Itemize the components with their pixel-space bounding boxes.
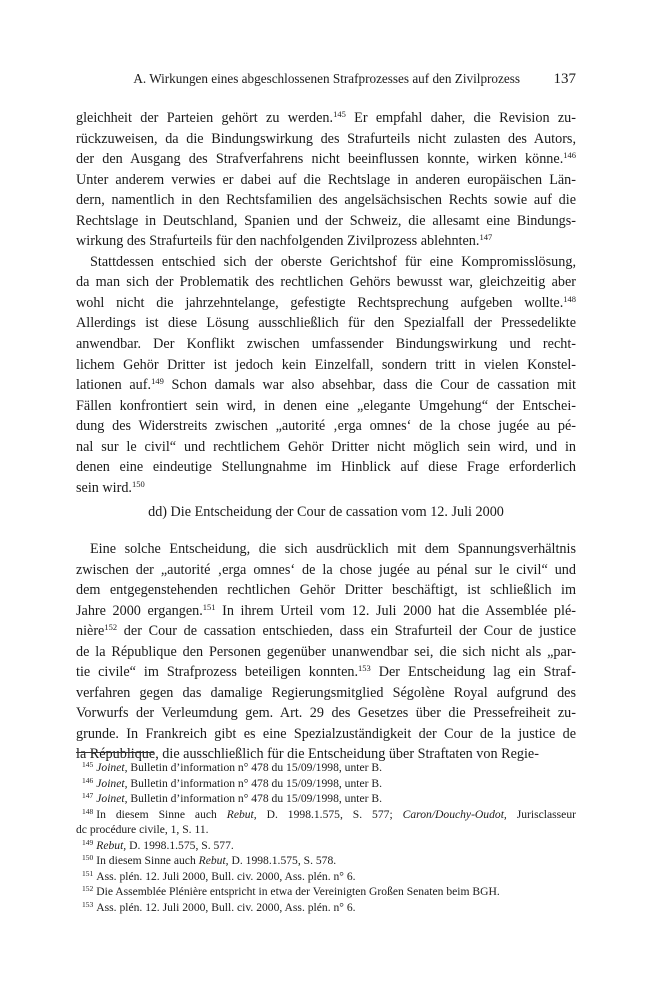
footnote-reference[interactable]: 152 <box>104 622 118 633</box>
footnote-number: 153 <box>82 899 94 909</box>
footnote-reference[interactable]: 146 <box>563 150 576 161</box>
text-line: nal sur le civil“ und rechtlichem Gehör Dritter nicht möglich sein wird, und in <box>76 438 576 455</box>
text-line: zwischen der „autorité ‚erga omnes‘ de la chose jugée au pénal sur le civil“ und <box>76 561 576 578</box>
footnote-number: 152 <box>82 884 94 893</box>
footnote: $^{150}$ In diesem Sinne auch Rebut, D. 1998.1.575, S. 578. <box>82 853 337 867</box>
text-line: Rechtslage in Deutschland, Spanien und der Schweiz, die allesamt eine Bindungs- <box>76 212 576 229</box>
text-line: wohl nicht die jahrzehntelange, gefestigte Rechtsprechung aufgeben wollte.$^{148}$ <box>76 293 576 311</box>
text-line: Unter anderem verwies er dabei auf die Rechtslage in anderen europäischen Län- <box>76 171 576 188</box>
text-line: sein wird.$^{150}$ <box>76 478 145 496</box>
body-text <box>76 108 576 498</box>
text-line: dem entgegenstehenden rechtlichen Gehör Dritter beschäftigt, ist schließlich im <box>76 582 576 599</box>
footnote: $^{145}$ Joinet, Bulletin d’information n° 478 du 15/09/1998, unter B. <box>82 760 383 774</box>
footnote: $^{153}$ Ass. plén. 12. Juli 2000, Bull. civ. 2000, Ass. plén. n° 6. <box>82 899 356 914</box>
text-line: grunde. In Frankreich gibt es eine Spezialzuständigkeit der Cour de la justice de <box>76 725 576 742</box>
footnotes <box>76 760 576 915</box>
text-line: lationen auf.$^{149}$ Schon damals war also absehbar, dass die Cour de cassation mit <box>76 376 576 394</box>
footnote: $^{149}$ Rebut, D. 1998.1.575, S. 577. <box>82 837 234 852</box>
footnote-divider <box>76 752 154 753</box>
footnote-number: 148 <box>82 806 94 816</box>
text-line: de la République den Personen gegenüber unanwendbar sei, die sich nicht als „par- <box>76 643 576 660</box>
footnote: $^{152}$ Die Assemblée Plénière entspricht in etwa der Vereinigten Großen Senaten beim BGH. <box>82 884 500 898</box>
footnote-reference[interactable]: 145 <box>333 109 346 119</box>
footnote: $^{151}$ Ass. plén. 12. Juli 2000, Bull. civ. 2000, Ass. plén. n° 6. <box>82 868 356 883</box>
text-line: rückzuweisen, da die Bindungswirkung des Strafurteils nicht zulasten des Autors, <box>76 130 576 147</box>
text-line: Allerdings ist diese Lösung ausschließlich für den Spezialfall der Pressedelikte <box>76 315 576 332</box>
footnote: $^{147}$ Joinet, Bulletin d’information n° 478 du 15/09/1998, unter B. <box>82 791 383 805</box>
footnote-number: 146 <box>82 775 94 785</box>
text-line: Jahre 2000 ergangen.$^{151}$ In ihrem Urteil vom 12. Juli 2000 hat die Assemblée plé- <box>76 601 576 619</box>
paragraph-1 <box>76 108 576 252</box>
text-line: dern, namentlich in den Rechtsfamilien des angelsächsischen Rechts sowie auf die <box>76 192 576 209</box>
footnote-number: 149 <box>82 837 94 847</box>
text-line: verfahren gegen das damalige Regierungsmitglied Ségolène Royal aufgrund des <box>76 684 576 701</box>
footnote-reference[interactable]: 150 <box>131 478 145 489</box>
footnote-reference[interactable]: 153 <box>358 663 371 674</box>
footnote-number: 145 <box>82 760 94 769</box>
footnote-number: 147 <box>82 791 94 800</box>
text-line: Stattdessen entschied sich der oberste Gerichtshof für eine Kompromisslösung, <box>90 253 576 270</box>
text-line: anwendbar. Der Konflikt zwischen umfassender Bindungswirkung und recht- <box>76 336 576 353</box>
footnote-number: 150 <box>82 853 94 862</box>
text-line: Fällen konfrontiert sein wird, in denen eine „elegante Umgehung“ der Entschei- <box>76 397 576 414</box>
text-line: tie civile“ im Strafprozess beteiligen konnten.$^{153}$ Der Entscheidung lag ein Straf- <box>76 663 576 681</box>
footnote-reference[interactable]: 149 <box>151 376 164 387</box>
footnote: $^{148}$ In diesem Sinne auch Rebut, D. 1998.1.575, S. 577; Caron/Douchy-Oudot, Jurisclasseur <box>82 806 576 821</box>
text-line: nière$^{152}$ der Cour de cassation entschieden, dass ein Strafurteil der Cour de justice <box>76 622 576 640</box>
paragraph-2 <box>76 252 576 499</box>
body-text-2 <box>76 539 576 765</box>
text-line: Eine solche Entscheidung, die sich ausdrücklich mit dem Spannungsverhältnis <box>90 541 576 557</box>
text-line: denen eine eindeutige Stellungnahme im Hinblick auf diese Frage erforderlich <box>76 459 576 476</box>
footnote-reference[interactable]: 148 <box>563 293 576 304</box>
paragraph-3 <box>76 539 576 765</box>
footnote: dc procédure civile, 1, S. 11. <box>76 823 209 836</box>
page-number: 137 <box>553 71 576 87</box>
text-line: lichem Gehör Dritter ist jedoch kein Einzelfall, sondern tritt in vielen Konstel- <box>76 356 576 373</box>
text-line: da man sich der Problematik des rechtlichen Gehörs bewusst war, gleichzeitig aber <box>76 274 576 291</box>
text-line: dung des Widerstreits zwischen „autorité ‚erga omnes‘ de la chose jugée au pé- <box>76 418 576 435</box>
text-line: la République, die ausschließlich für die Entscheidung über Straftaten von Regie- <box>76 746 539 763</box>
text-line: Vorwurfs der Verleumdung gem. Art. 29 des Gesetzes über die Pressefreiheit zu- <box>76 705 576 722</box>
section-heading: dd) Die Entscheidung der Cour de cassation vom 12. Juli 2000 <box>148 504 504 520</box>
footnote-number: 151 <box>82 868 94 878</box>
text-line: wirkung des Strafurteils für den nachfolgenden Zivilprozess ablehnten.$^{147}$ <box>76 232 493 250</box>
text-line: gleichheit der Parteien gehört zu werden.$^{145}$ Er empfahl daher, die Revision zu- <box>76 109 576 126</box>
footnote-reference[interactable]: 151 <box>202 601 216 612</box>
text-line: der den Ausgang des Strafverfahrens nicht beeinflussen konnte, wirken könne.$^{146}$ <box>76 150 576 168</box>
running-head-title: A. Wirkungen eines abgeschlossenen Strafprozesses auf den Zivilprozess <box>133 71 520 86</box>
footnote-reference[interactable]: 147 <box>479 232 493 243</box>
footnote: $^{146}$ Joinet, Bulletin d’information n° 478 du 15/09/1998, unter B. <box>82 775 383 790</box>
